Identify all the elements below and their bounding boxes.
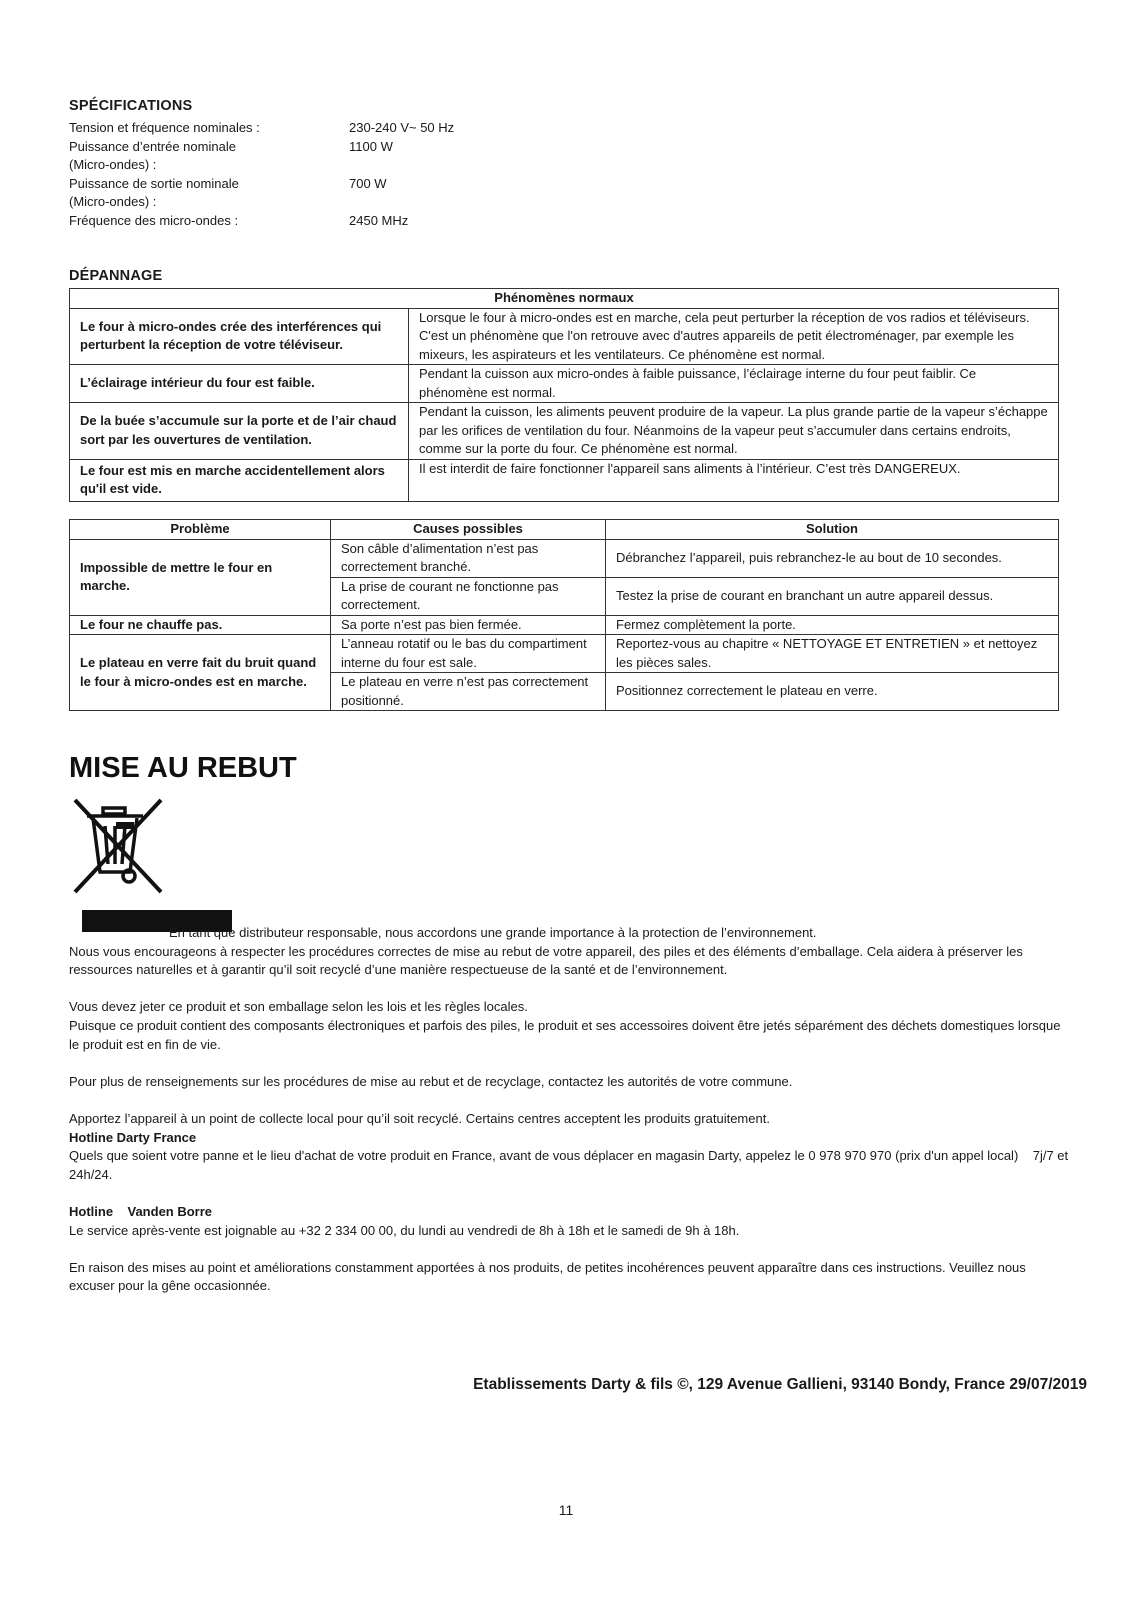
explanation-cell: Pendant la cuisson, les aliments peuvent produire de la vapeur. La plus grande partie de la vapeur s’échappe par les orifices de ventilation du four. Néanmoins de la vapeur peut s’accumuler dans certains endroits, comme sur la porte du four. Ce phénomène est normal. — [409, 403, 1059, 460]
table-row — [70, 459, 1059, 501]
solution-cell: Positionnez correctement le plateau en verre. — [606, 673, 1059, 711]
solution-cell: Testez la prise de courant en branchant un autre appareil dessus. — [606, 577, 1059, 615]
table-row — [70, 403, 1059, 460]
disposal-paragraph: Pour plus de renseignements sur les procédures de mise au rebut et de recyclage, contactez les autorités de votre commune. — [69, 1073, 793, 1089]
spec-row — [69, 119, 454, 138]
table-header-row — [70, 289, 1059, 309]
spec-value: 1100 W — [349, 138, 393, 154]
spec-row — [69, 156, 454, 175]
explanation-cell: Pendant la cuisson aux micro-ondes à faible puissance, l’éclairage interne du four peut faiblir. Ce phénomène est normal. — [409, 365, 1059, 403]
spec-value: 2450 MHz — [349, 212, 409, 228]
spec-row — [69, 138, 454, 157]
spec-row — [69, 175, 454, 194]
problem-cell: Le plateau en verre fait du bruit quand le four à micro-ondes est en marche. — [70, 635, 331, 711]
spec-row — [69, 193, 454, 212]
table-row — [70, 615, 1059, 635]
cause-cell: La prise de courant ne fonctionne pas correctement. — [331, 577, 606, 615]
explanation-cell: Lorsque le four à micro-ondes est en marche, cela peut perturber la réception de vos radios et téléviseurs. C'est un phénomène que l'on retrouve avec d'autres appareils de petit électroménager, par exemple les mixeurs, les aspirateurs et les ventilateurs. Ce phénomène est normal. — [409, 308, 1059, 365]
hotline-belgium-text: Le service après-vente est joignable au +32 2 334 00 00, du lundi au vendredi de 8h à 18h et le samedi de 9h à 18h. — [69, 1222, 740, 1238]
spec-label: (Micro-ondes) : — [69, 194, 157, 209]
spec-value: 700 W — [349, 175, 387, 191]
problem-cell: Impossible de mettre le four en marche. — [70, 539, 331, 615]
specifications-list — [69, 119, 454, 230]
spec-row — [69, 212, 454, 231]
page-number: 11 — [558, 1502, 574, 1518]
disposal-paragraph: En tant que distributeur responsable, nous accordons une grande importance à la protection de l’environnement. — [169, 925, 817, 940]
specifications-title: SPÉCIFICATIONS — [69, 98, 193, 114]
hotline-belgium-title: Hotline Vanden Borre — [69, 1203, 213, 1219]
table-header-row — [70, 520, 1059, 540]
disposal-text — [69, 924, 1072, 1296]
hotline-france-text: Quels que soient votre panne et le lieu d'achat de votre produit en France, avant de vous déplacer en magasin Darty, appelez le 0 978 970 970 (prix d'un appel local) 7j/7 et 24h/24. — [69, 1148, 1072, 1182]
cause-cell: Sa porte n’est pas bien fermée. — [331, 615, 606, 635]
problem-solution-table — [69, 519, 1059, 711]
normal-phenomena-header: Phénomènes normaux — [70, 289, 1059, 309]
disposal-title: MISE AU REBUT — [69, 752, 297, 784]
phenomenon-cell: De la buée s’accumule sur la porte et de l’air chaud sort par les ouvertures de ventilation. — [70, 403, 409, 460]
table-row — [70, 539, 1059, 577]
cause-cell: Son câble d’alimentation n’est pas correctement branché. — [331, 539, 606, 577]
spec-value: 230-240 V~ 50 Hz — [349, 120, 455, 135]
spec-label: Puissance de sortie nominale — [69, 175, 239, 191]
spec-label: Tension et fréquence nominales : — [69, 120, 260, 135]
spec-label: Puissance d’entrée nominale — [69, 138, 236, 154]
company-footer: Etablissements Darty & fils ©, 129 Avenue Gallieni, 93140 Bondy, France 29/07/2019 — [473, 1376, 1087, 1393]
table-row — [70, 365, 1059, 403]
phenomenon-cell: Le four est mis en marche accidentellement alors qu'il est vide. — [70, 459, 409, 501]
solution-header: Solution — [606, 520, 1059, 540]
cause-cell: Le plateau en verre n’est pas correctement positionné. — [331, 673, 606, 711]
solution-cell: Fermez complètement la porte. — [606, 615, 1059, 635]
explanation-cell: Il est interdit de faire fonctionner l'appareil sans aliments à l’intérieur. C’est très DANGEREUX. — [409, 459, 1059, 501]
disposal-paragraph: Vous devez jeter ce produit et son emballage selon les lois et les règles locales. — [69, 999, 528, 1015]
problem-header: Problème — [70, 520, 331, 540]
table-row — [70, 308, 1059, 365]
spec-label: Fréquence des micro-ondes : — [69, 212, 239, 228]
disposal-paragraph: Nous vous encourageons à respecter les procédures correctes de mise au rebut de votre appareil, des piles et des éléments d’emballage. Cela aidera à préserver les ressources naturelles et à garantir qu’il soit recyclé d’une manière respectueuse de la santé et de l’environnement. — [69, 943, 1023, 978]
disposal-paragraph: Puisque ce produit contient des composants électroniques et parfois des piles, le produit et ses accessoires doivent être jetés séparément des déchets domestiques lorsque le produit est en fin de vie. — [69, 1017, 1061, 1052]
phenomenon-cell: Le four à micro-ondes crée des interférences qui perturbent la réception de votre téléviseur. — [70, 308, 409, 365]
phenomenon-cell: L’éclairage intérieur du four est faible. — [70, 365, 409, 403]
troubleshooting-title: DÉPANNAGE — [69, 268, 163, 284]
cause-cell: L’anneau rotatif ou le bas du compartiment interne du four est sale. — [331, 635, 606, 673]
hotline-france-title: Hotline Darty France — [69, 1129, 197, 1145]
solution-cell: Débranchez l’appareil, puis rebranchez-le au bout de 10 secondes. — [606, 539, 1059, 577]
normal-phenomena-table — [69, 288, 1059, 502]
disposal-paragraph: Apportez l’appareil à un point de collecte local pour qu’il soit recyclé. Certains centres acceptent les produits gratuitement. — [69, 1110, 770, 1126]
solution-cell: Reportez-vous au chapitre « NETTOYAGE ET ENTRETIEN » et nettoyez les pièces sales. — [606, 635, 1059, 673]
disposal-paragraph: En raison des mises au point et améliorations constamment apportées à nos produits, de petites incohérences peuvent apparaître dans ces instructions. Veuillez nous excuser pour la gêne occasionnée. — [69, 1259, 1026, 1294]
spec-label: (Micro-ondes) : — [69, 157, 157, 172]
problem-cell: Le four ne chauffe pas. — [70, 615, 331, 635]
cause-header: Causes possibles — [331, 520, 606, 540]
table-row — [70, 635, 1059, 673]
crossed-out-bin-icon — [69, 794, 169, 900]
